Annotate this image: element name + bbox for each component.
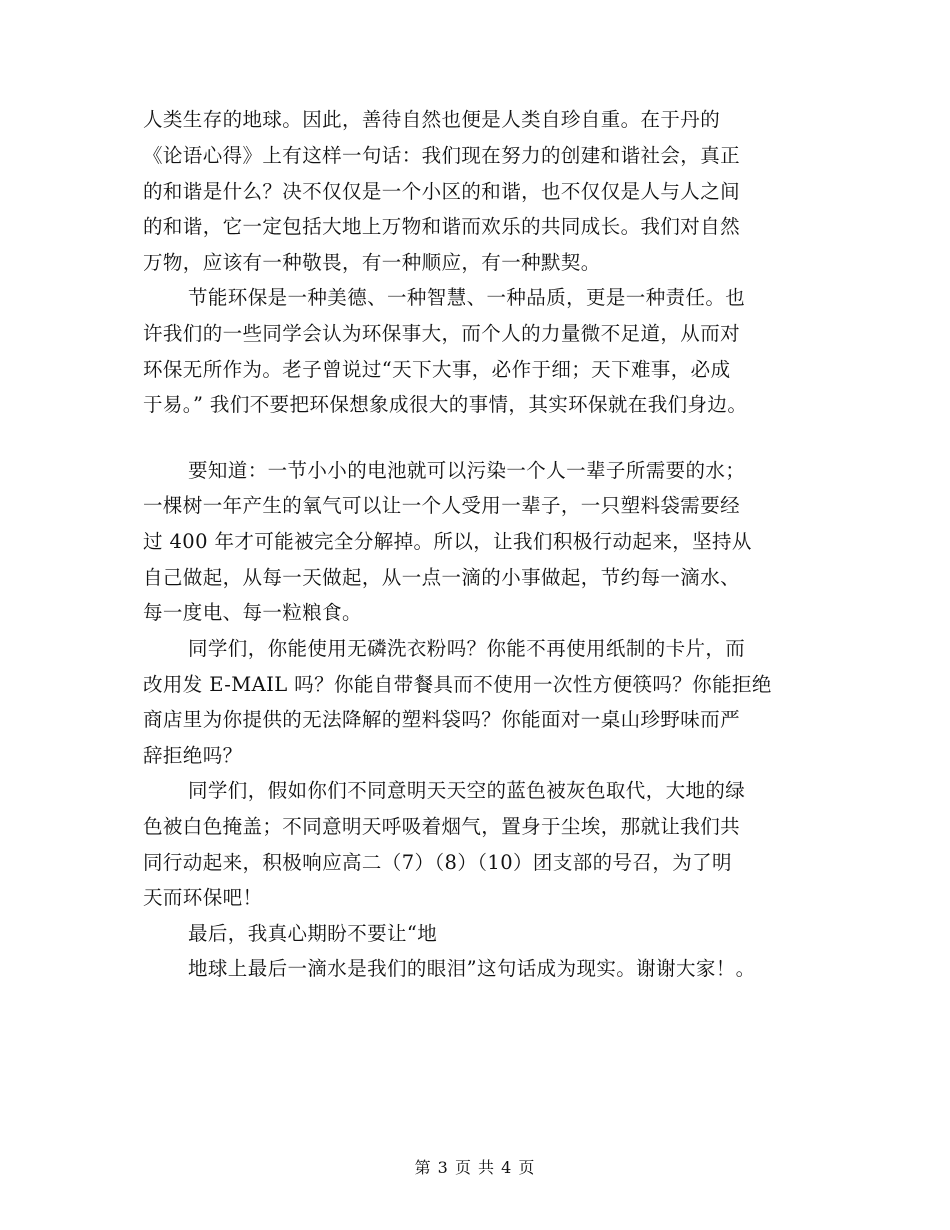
text-line: 《论语心得》上有这样一句话：我们现在努力的创建和谐社会，真正: [143, 144, 741, 167]
paragraph-first-line: 节能环保是一种美德、一种智慧、一种品质，更是一种责任。也: [188, 286, 746, 309]
text-line: 的和谐是什么？决不仅仅是一个小区的和谐，也不仅仅是人与人之间: [143, 180, 741, 203]
text-line: 环保无所作为。老子曾说过“天下大事，必作于细；天下难事，必成: [143, 358, 731, 381]
text-line: 天而环保吧！: [143, 886, 263, 909]
text-line: 于易。” 我们不要把环保想象成很大的事情，其实环保就在我们身边。: [143, 393, 748, 416]
text-line: 商店里为你提供的无法降解的塑料袋吗？你能面对一桌山珍野味而严: [143, 708, 741, 731]
text-line: 一棵树一年产生的氧气可以让一个人受用一辈子，一只塑料袋需要经: [143, 494, 741, 517]
text-line: 许我们的一些同学会认为环保事大，而个人的力量微不足道，从而对: [143, 322, 741, 345]
text-line: 的和谐，它一定包括大地上万物和谐而欢乐的共同成长。我们对自然: [143, 215, 741, 238]
paragraph-first-line: 要知道：一节小小的电池就可以污染一个人一辈子所需要的水；: [188, 459, 746, 482]
text-line: 每一度电、每一粒粮食。: [143, 601, 362, 624]
text-line: 过 400 年才可能被完全分解掉。所以，让我们积极行动起来，坚持从: [143, 530, 752, 553]
text-line: 色被白色掩盖；不同意明天呼吸着烟气，置身于尘埃，那就让我们共: [143, 815, 741, 838]
text-line: 辞拒绝吗？: [143, 744, 243, 767]
text-line: 地球上最后一滴水是我们的眼泪”这句话成为现实。谢谢大家！。: [188, 957, 756, 980]
text-line: 万物，应该有一种敬畏，有一种顺应，有一种默契。: [143, 251, 601, 274]
paragraph-first-line: 同学们，你能使用无磷洗衣粉吗？你能不再使用纸制的卡片，而: [188, 637, 746, 660]
text-line: 同行动起来，积极响应高二（7）（8）（10）团支部的号召，为了明: [143, 851, 732, 874]
text-line: 人类生存的地球。因此，善待自然也便是人类自珍自重。在于丹的: [143, 108, 721, 131]
page-footer: [0, 1158, 950, 1178]
page-number: 第 3 页 共 4 页: [414, 1158, 536, 1177]
text-line: 自己做起，从每一天做起，从一点一滴的小事做起，节约每一滴水、: [143, 566, 741, 589]
paragraph-first-line: 最后，我真心期盼不要让“地: [188, 922, 438, 945]
paragraph-first-line: 同学们，假如你们不同意明天天空的蓝色被灰色取代，大地的绿: [188, 779, 746, 802]
text-line: 改用发 E-MAIL 吗？你能自带餐具而不使用一次性方便筷吗？你能拒绝: [143, 673, 772, 696]
